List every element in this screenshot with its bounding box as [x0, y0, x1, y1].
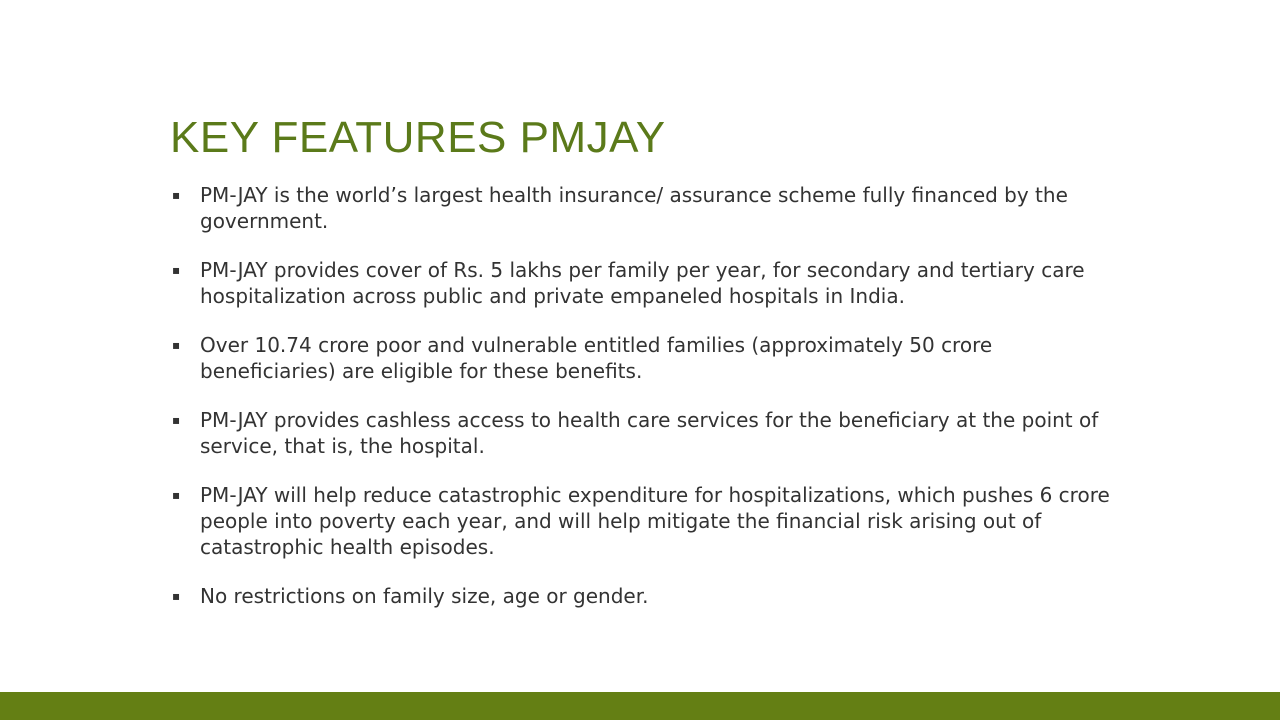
bullet-item — [172, 332, 1122, 384]
bullet-item — [172, 583, 1122, 609]
bullet-item — [172, 182, 1122, 234]
bullet-list — [172, 182, 1122, 632]
bullet-text: PM-JAY will help reduce catastrophic expenditure for hospitalizations, which pushes 6 crore people into poverty each year, and will help mitigate the financial risk arising out of catastrophic health episodes. — [200, 483, 1110, 559]
bullet-text: PM-JAY provides cover of Rs. 5 lakhs per family per year, for secondary and tertiary care hospitalization across public and private empaneled hospitals in India. — [200, 258, 1085, 308]
bullet-square-icon: ▪ — [172, 188, 181, 202]
bullet-text: PM-JAY is the world’s largest health insurance/ assurance scheme fully financed by the government. — [200, 183, 1068, 233]
bullet-text: Over 10.74 crore poor and vulnerable entitled families (approximately 50 crore beneficiaries) are eligible for these benefits. — [200, 333, 993, 383]
bullet-square-icon: ▪ — [172, 589, 181, 603]
footer-accent-bar — [0, 692, 1280, 720]
bullet-square-icon: ▪ — [172, 263, 181, 277]
bullet-square-icon: ▪ — [172, 488, 181, 502]
bullet-item — [172, 257, 1122, 309]
bullet-square-icon: ▪ — [172, 338, 181, 352]
bullet-item — [172, 482, 1122, 560]
bullet-square-icon: ▪ — [172, 413, 181, 427]
bullet-text: No restrictions on family size, age or gender. — [200, 584, 649, 608]
bullet-text: PM-JAY provides cashless access to health care services for the beneficiary at the point of service, that is, the hospital. — [200, 408, 1099, 458]
bullet-item — [172, 407, 1122, 459]
slide-title: KEY FEATURES PMJAY — [170, 113, 666, 162]
